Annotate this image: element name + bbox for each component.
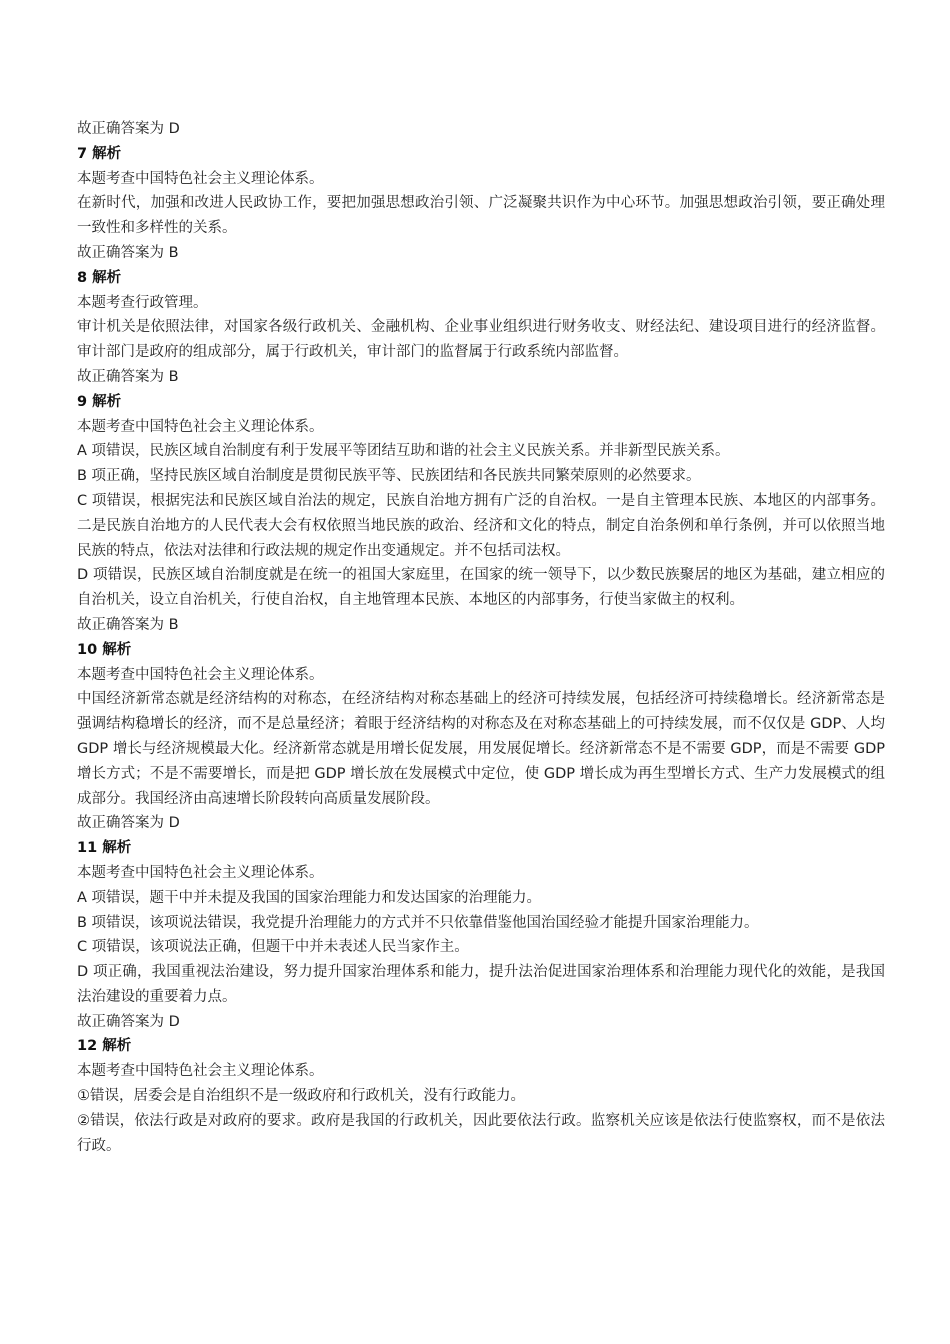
question-heading: 7 解析 [77, 145, 122, 162]
explanation-paragraph: 中国经济新常态就是经济结构的对称态，在经济结构对称态基础上的经济可持续发展，包括经济可持续稳增长。经济新常态是强调结构稳增长的经济，而不是总量经济；着眼于经济结构的对称态及在对称态基础上的可持续发展，而不仅仅是 GDP、人均 GDP 增长与经济规模最大化。经济新常态就是用增长促发展，用发展促增长。经济新常态不是不需要 GDP，而是不需要 GDP 增长方式；不是不需要增长，而是把 GDP 增长放在发展模式中定位，使 GDP 增长成为再生型增长方式、生产力发展模式的组成部分。我国经济由高速增长阶段转向高质量发展阶段。 [77, 691, 885, 807]
answer-line: 故正确答案为 B [77, 616, 179, 633]
topic-line: 本题考查中国特色社会主义理论体系。 [77, 170, 324, 187]
document-body [77, 117, 885, 1158]
option-analysis: D 项错误，民族区域自治制度就是在统一的祖国大家庭里，在国家的统一领导下，以少数民族聚居的地区为基础，建立相应的自治机关，设立自治机关，行使自治权，自主地管理本民族、本地区的内部事务，行使当家做主的权利。 [77, 567, 885, 609]
option-analysis: ②错误，依法行政是对政府的要求。政府是我国的行政机关，因此要依法行政。监察机关应该是依法行使监察权，而不是依法行政。 [77, 1112, 885, 1154]
option-analysis: D 项正确，我国重视法治建设，努力提升国家治理体系和能力，提升法治促进国家治理体系和治理能力现代化的效能，是我国法治建设的重要着力点。 [77, 964, 885, 1005]
answer-line: 故正确答案为 B [77, 368, 179, 385]
question-heading: 9 解析 [77, 393, 122, 410]
topic-line: 本题考查中国特色社会主义理论体系。 [77, 418, 324, 435]
answer-line: 故正确答案为 B [77, 244, 179, 261]
option-analysis: B 项正确，坚持民族区域自治制度是贯彻民族平等、民族团结和各民族共同繁荣原则的必然要求。 [77, 468, 701, 485]
option-analysis: C 项错误，根据宪法和民族区域自治法的规定，民族自治地方拥有广泛的自治权。一是自主管理本民族、本地区的内部事务。二是民族自治地方的人民代表大会有权依照当地民族的政治、经济和文化的特点，制定自治条例和单行条例，并可以依照当地民族的特点，依法对法律和行政法规的规定作出变通规定。并不包括司法权。 [77, 492, 885, 559]
answer-line: 故正确答案为 D [77, 1013, 180, 1030]
question-heading: 11 解析 [77, 840, 132, 857]
option-analysis: A 项错误，民族区域自治制度有利于发展平等团结互助和谐的社会主义民族关系。并非新型民族关系。 [77, 443, 730, 460]
option-analysis: ①错误，居委会是自治组织不是一级政府和行政机关，没有行政能力。 [77, 1088, 525, 1105]
question-heading: 12 解析 [77, 1038, 132, 1055]
question-heading: 10 解析 [77, 641, 132, 658]
topic-line: 本题考查中国特色社会主义理论体系。 [77, 666, 324, 683]
topic-line: 本题考查中国特色社会主义理论体系。 [77, 1063, 324, 1080]
option-analysis: A 项错误，题干中并未提及我国的国家治理能力和发达国家的治理能力。 [77, 889, 542, 906]
topic-line: 本题考查中国特色社会主义理论体系。 [77, 864, 324, 881]
option-analysis: C 项错误，该项说法正确，但题干中并未表述人民当家作主。 [77, 939, 469, 956]
answer-line: 故正确答案为 D [77, 815, 180, 832]
explanation-paragraph: 审计机关是依照法律，对国家各级行政机关、金融机构、企业事业组织进行财务收支、财经法纪、建设项目进行的经济监督。审计部门是政府的组成部分，属于行政机关，审计部门的监督属于行政系统内部监督。 [77, 319, 885, 361]
question-heading: 8 解析 [77, 269, 122, 286]
option-analysis: B 项错误，该项说法错误，我党提升治理能力的方式并不只依靠借鉴他国治国经验才能提升国家治理能力。 [77, 914, 759, 931]
explanation-paragraph: 在新时代，加强和改进人民政协工作，要把加强思想政治引领、广泛凝聚共识作为中心环节。加强思想政治引领，要正确处理一致性和多样性的关系。 [77, 195, 885, 237]
topic-line: 本题考查行政管理。 [77, 294, 208, 311]
answer-line: 故正确答案为 D [77, 121, 180, 137]
